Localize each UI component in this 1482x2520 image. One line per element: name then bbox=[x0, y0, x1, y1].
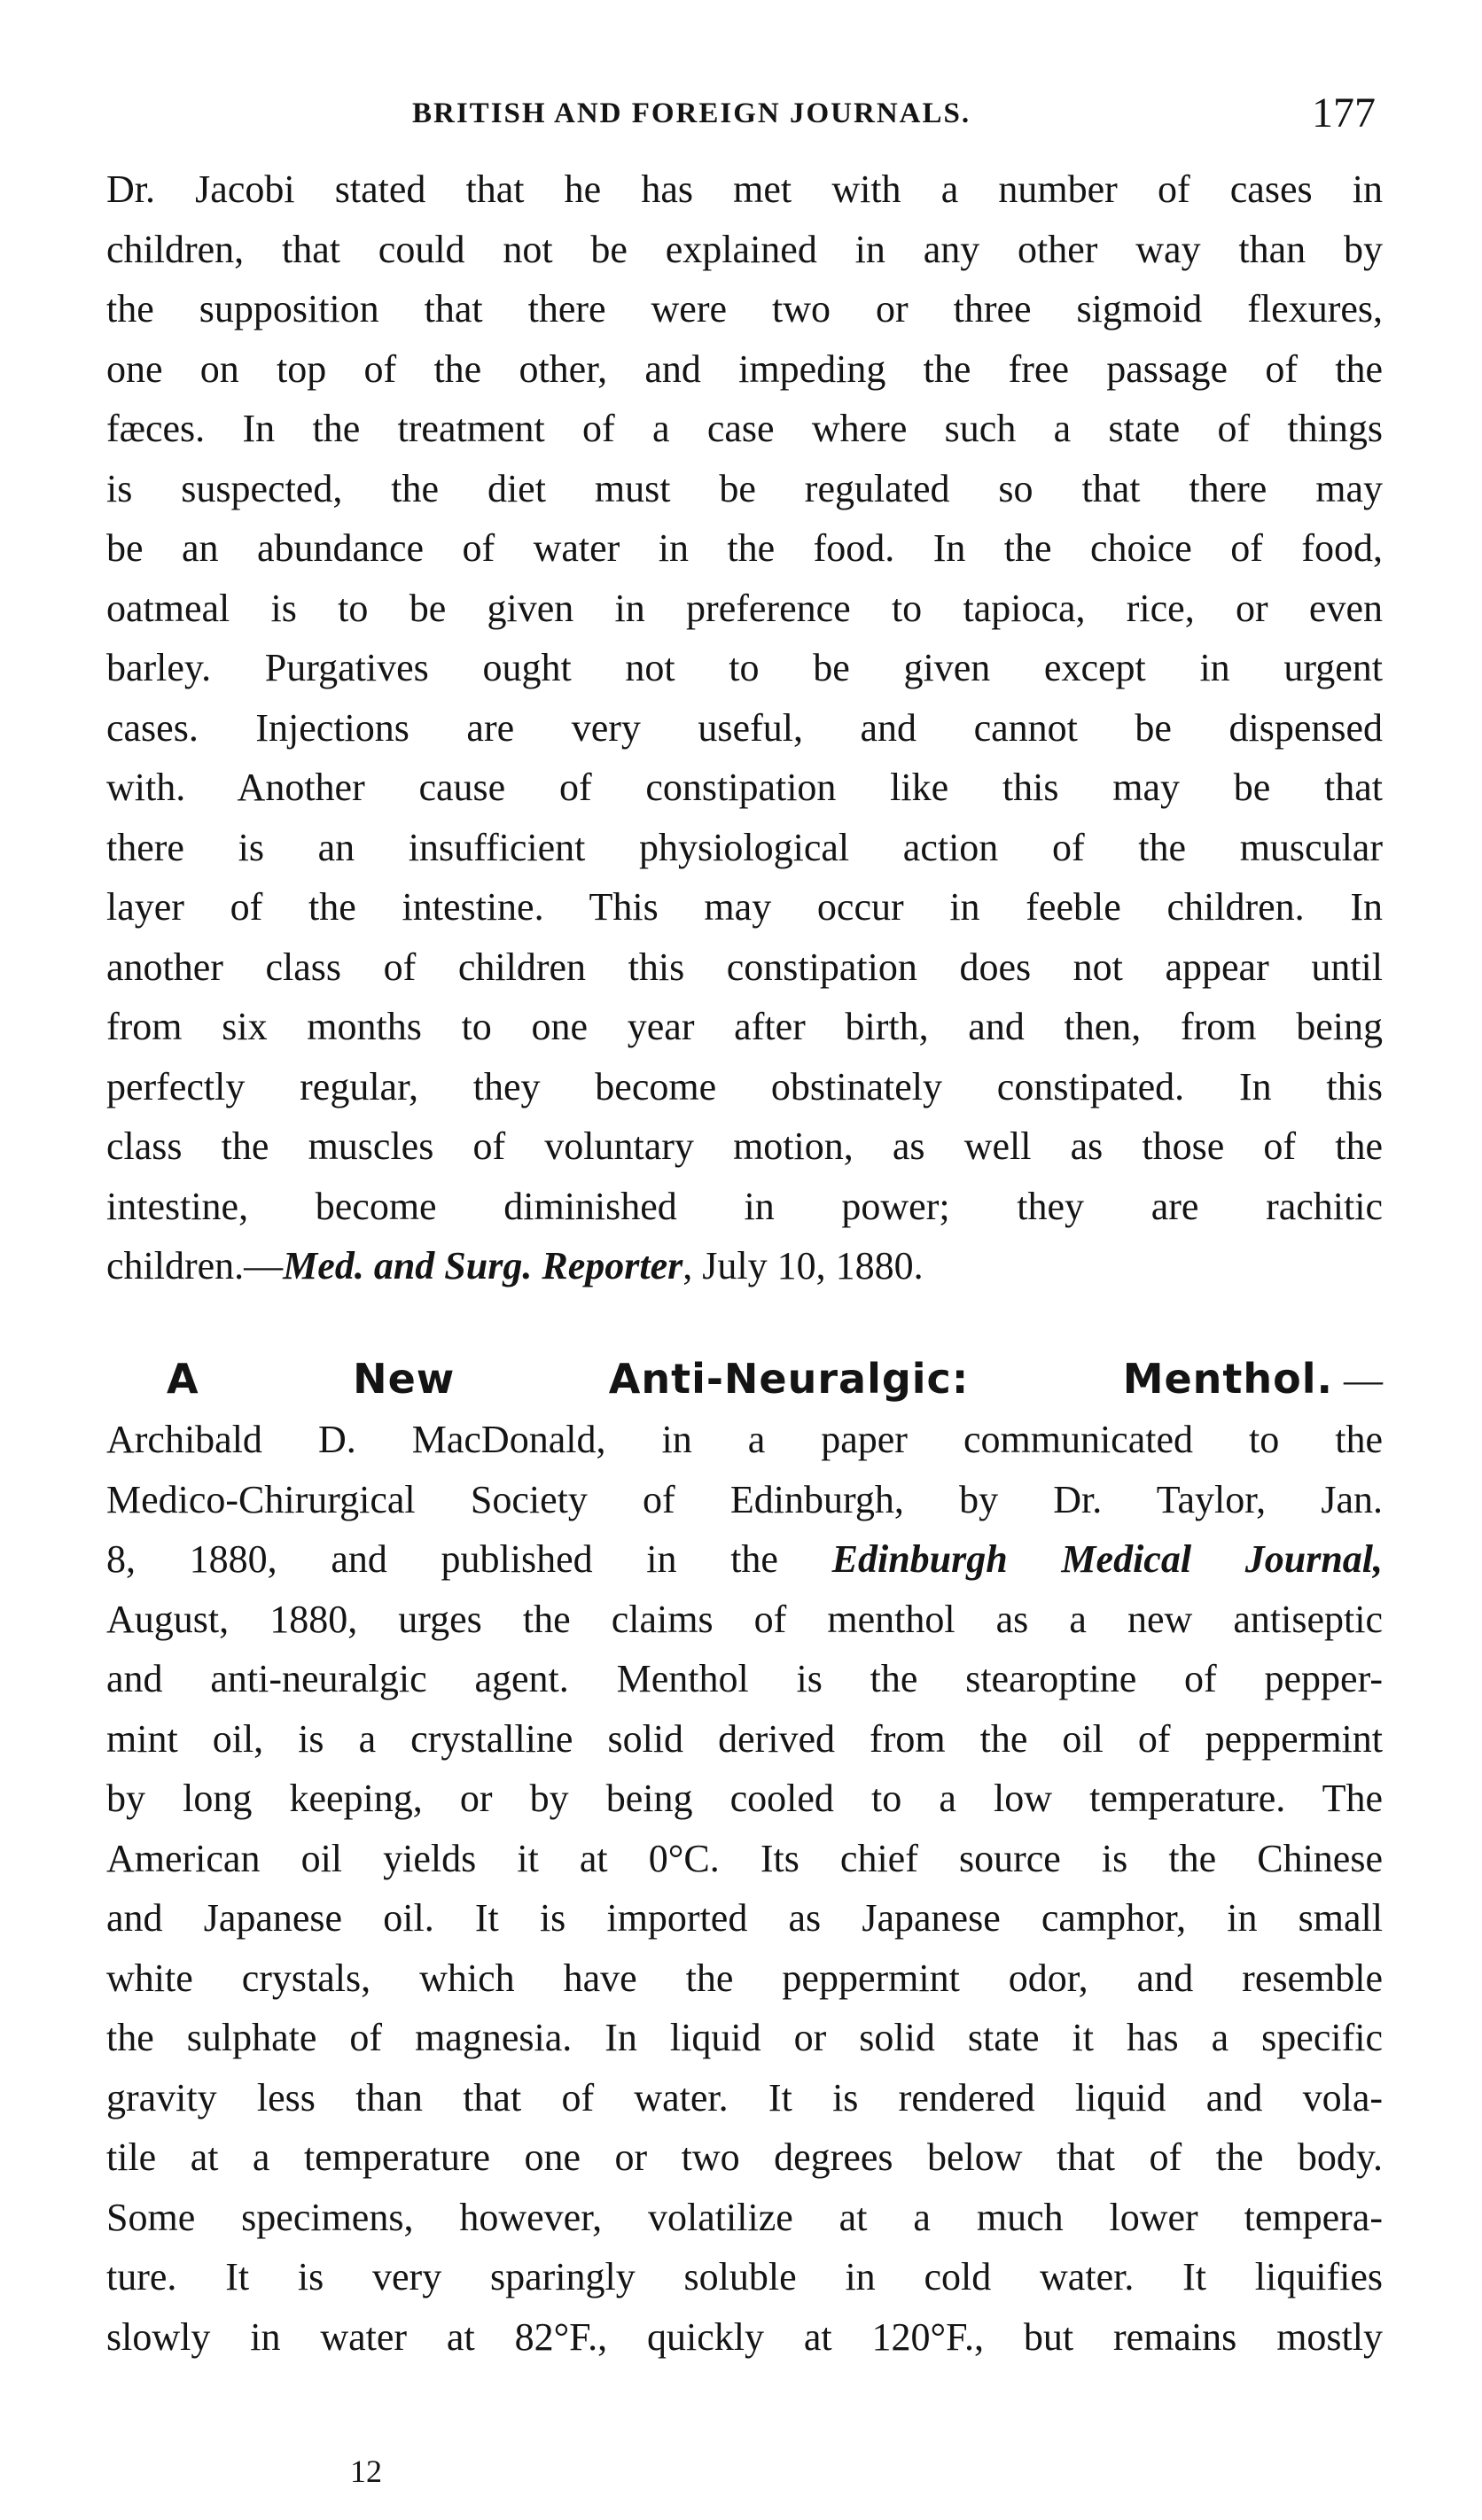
text-line: by long keeping, or by being cooled to a low temperature. The bbox=[106, 1777, 1383, 1820]
text-line-journal bbox=[106, 1529, 1383, 1590]
journal-prefix: 8, 1880, and published in the bbox=[106, 1537, 832, 1581]
text-line: the supposition that there were two or three sigmoid flexures, bbox=[106, 287, 1383, 331]
text-line: gravity less than that of water. It is rendered liquid and vola- bbox=[106, 2075, 1383, 2119]
section-heading: A New Anti-Neuralgic: Menthol. bbox=[167, 1354, 1333, 1403]
text-line: the sulphate of magnesia. In liquid or solid state it has a specific bbox=[106, 2016, 1383, 2059]
text-line: layer of the intestine. This may occur in feeble children. In bbox=[106, 885, 1383, 929]
running-head bbox=[106, 89, 1383, 142]
text-line: mint oil, is a crystalline solid derived from the oil of peppermint bbox=[106, 1716, 1383, 1761]
text-line: be an abundance of water in the food. In the choice of food, bbox=[106, 526, 1383, 570]
text-line: there is an insufficient physiological action of the muscular bbox=[106, 825, 1383, 869]
text-line: and anti-neuralgic agent. Menthol is the stearoptine of pepper- bbox=[106, 1657, 1383, 1700]
text-line: perfectly regular, they become obstinately constipated. In this bbox=[106, 1064, 1383, 1108]
text-line: American oil yields it at 0°C. Its chief source is the Chinese bbox=[106, 1836, 1383, 1880]
text-line: intestine, become diminished in power; they are rachitic bbox=[106, 1184, 1383, 1228]
text-line: oatmeal is to be given in preference to tapioca, rice, or even bbox=[106, 586, 1383, 630]
text-line: Archibald D. MacDonald, in a paper communicated to the bbox=[106, 1418, 1383, 1461]
page-number: 177 bbox=[1312, 89, 1376, 136]
journal-title: Edinburgh Medical Journal, bbox=[831, 1537, 1384, 1581]
running-title: BRITISH AND FOREIGN JOURNALS. bbox=[412, 97, 971, 129]
text-line: Some specimens, however, volatilize at a much lower tempera- bbox=[106, 2195, 1383, 2239]
text-line: fæces. In the treatment of a case where such a state of things bbox=[106, 407, 1383, 450]
citation-date: , July 10, 1880. bbox=[682, 1244, 924, 1287]
text-line: slowly in water at 82°F., quickly at 120°F., but remains mostly bbox=[106, 2314, 1383, 2359]
text-line: is suspected, the diet must be regulated so that there may bbox=[106, 466, 1383, 510]
text-line: barley. Purgatives ought not to be given except in urgent bbox=[106, 646, 1383, 689]
text-line: from six months to one year after birth, and then, from being bbox=[106, 1005, 1383, 1048]
citation-journal: Med. and Surg. Reporter bbox=[283, 1244, 683, 1287]
text-line: August, 1880, urges the claims of menthol as a new antiseptic bbox=[106, 1597, 1383, 1641]
text-line: Medico-Chirurgical Society of Edinburgh, by Dr. Taylor, Jan. bbox=[106, 1477, 1383, 1521]
text-line: with. Another cause of constipation like this may be that bbox=[106, 766, 1383, 809]
paragraph-menthol bbox=[106, 1349, 1383, 2368]
citation-prefix: children.— bbox=[106, 1244, 284, 1287]
citation-line bbox=[106, 1236, 1383, 1296]
text-line: Dr. Jacobi stated that he has met with a number of cases in bbox=[106, 167, 1383, 211]
text-line: and Japanese oil. It is imported as Japanese camphor, in small bbox=[106, 1896, 1383, 1940]
section-heading-line bbox=[106, 1349, 1383, 1411]
text-line: ture. It is very sparingly soluble in cold water. It liquifies bbox=[106, 2255, 1383, 2298]
body-text bbox=[106, 159, 1383, 2367]
text-line: another class of children this constipation does not appear until bbox=[106, 945, 1383, 989]
text-line: children, that could not be explained in any other way than by bbox=[106, 227, 1383, 271]
signature-mark: 12 bbox=[350, 2454, 382, 2489]
text-line: cases. Injections are very useful, and cannot be dispensed bbox=[106, 705, 1383, 750]
section-gap bbox=[106, 1296, 1383, 1349]
text-line: one on top of the other, and impeding the free passage of the bbox=[106, 346, 1383, 391]
text-line: tile at a temperature one or two degrees below that of the body. bbox=[106, 2135, 1383, 2179]
heading-dash: — bbox=[1344, 1357, 1383, 1402]
paragraph-jacobi bbox=[106, 159, 1383, 1296]
text-line: class the muscles of voluntary motion, as well as those of the bbox=[106, 1124, 1383, 1168]
text-line: white crystals, which have the peppermint odor, and resemble bbox=[106, 1956, 1383, 2000]
